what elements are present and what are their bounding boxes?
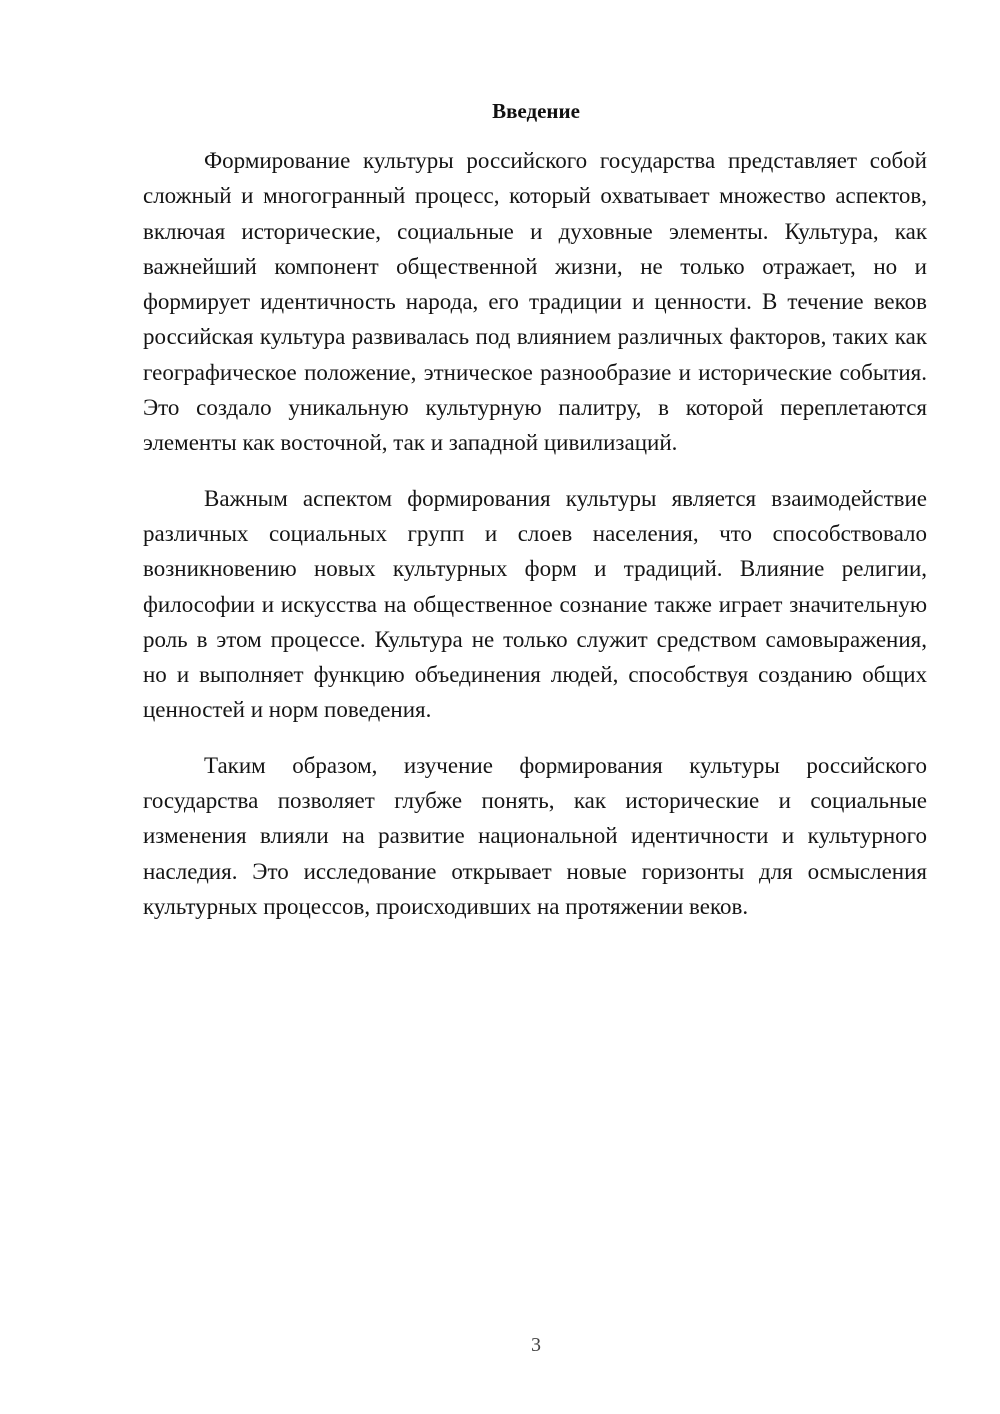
page-number: 3 <box>531 1334 541 1356</box>
paragraph-2: Важным аспектом формирования культуры является взаимодействие различных социальных групп и слоев населения, что способствовало возникновению новых культурных форм и традиций. Влияние религии, философии и искусства на общественное сознание также играет значительную роль в этом процессе. Культура не только служит средством самовыражения, но и выполняет функцию объединения людей, способствуя созданию общих ценностей и норм поведения. <box>143 485 927 723</box>
section-title: Введение <box>492 99 580 123</box>
paragraph-1: Формирование культуры российского государства представляет собой сложный и многогранный процесс, который охватывает множество аспектов, включая исторические, социальные и духовные элементы. Культура, как важнейший компонент общественной жизни, не только отражает, но и формирует идентичность народа, его традиции и ценности. В течение веков российская культура развивалась под влиянием различных факторов, таких как географическое положение, этническое разнообразие и исторические события. Это создало уникальную культурную палитру, в которой переплетаются элементы как восточной, так и западной цивилизаций. <box>143 148 927 456</box>
body-text <box>143 143 927 924</box>
paragraph-3: Таким образом, изучение формирования культуры российского государства позволяет глубже понять, как исторические и социальные изменения влияли на развитие национальной идентичности и культурного наследия. Это исследование открывает новые горизонты для осмысления культурных процессов, происходивших на протяжении веков. <box>143 752 927 919</box>
